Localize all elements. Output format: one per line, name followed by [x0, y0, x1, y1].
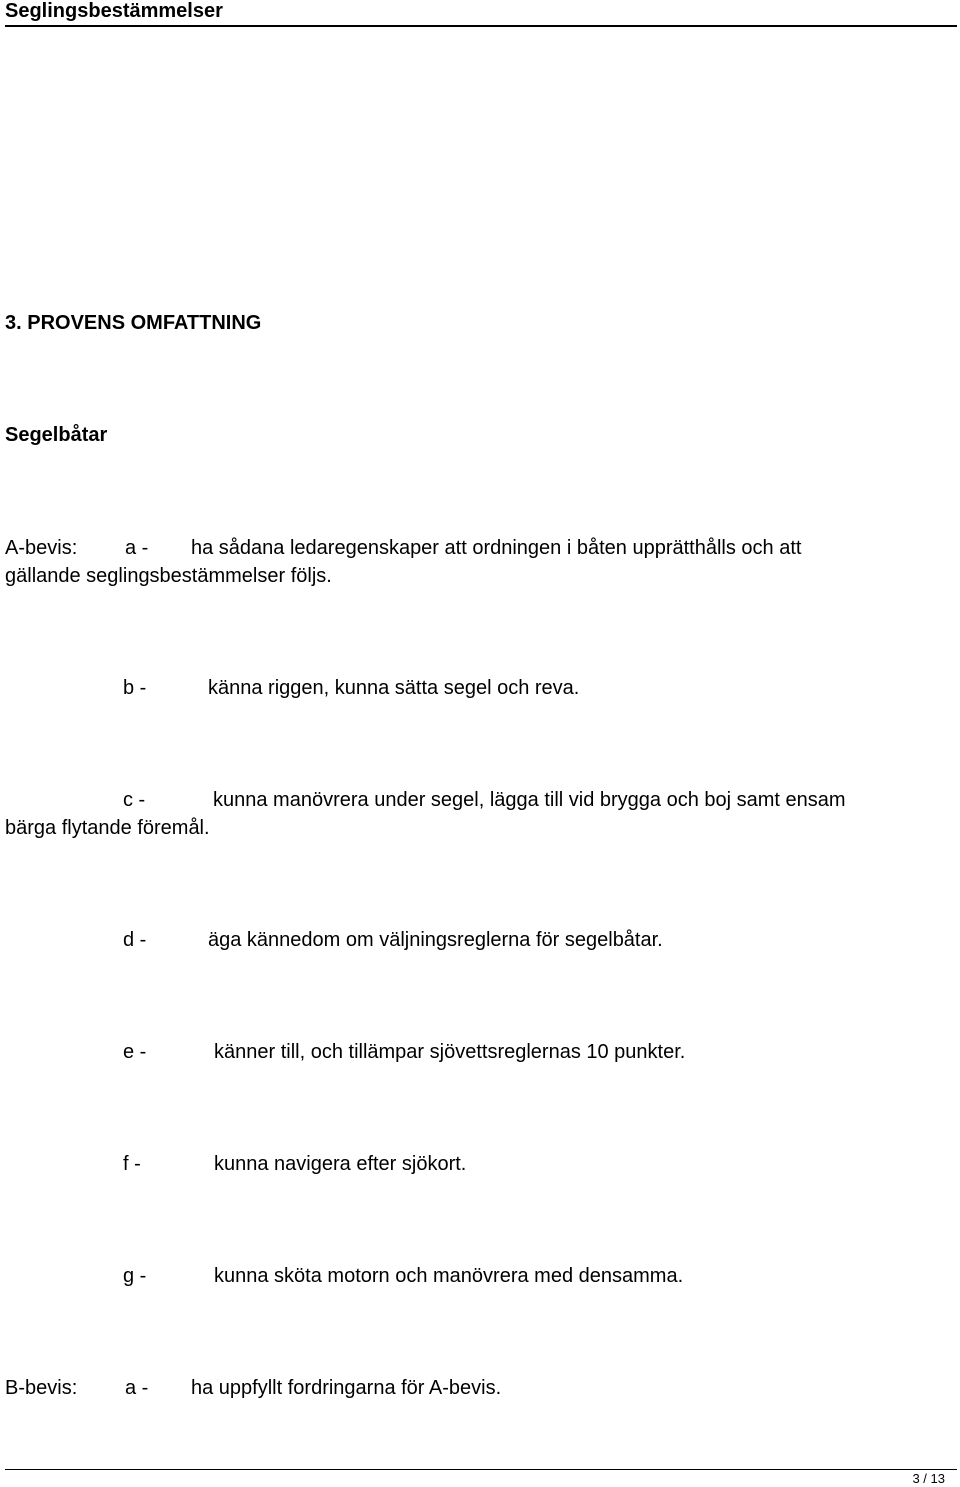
section-heading: 3. PROVENS OMFATTNING	[5, 312, 262, 334]
a-bevis-item-g-letter: g -	[123, 1265, 147, 1287]
b-bevis-label: B-bevis:	[5, 1377, 78, 1399]
a-bevis-item-b-letter: b -	[123, 677, 147, 699]
a-bevis-item-e-text: känner till, och tillämpar sjövettsreglernas 10 punkter.	[214, 1041, 686, 1063]
page-number: 3 / 13	[912, 1471, 945, 1486]
a-bevis-item-c-letter: c -	[123, 789, 146, 811]
a-bevis-item-c-continuation: bärga flytande föremål.	[5, 817, 210, 839]
b-bevis-item-a-letter: a -	[125, 1377, 149, 1399]
a-bevis-item-d-letter: d -	[123, 929, 147, 951]
a-bevis-item-g-text: kunna sköta motorn och manövrera med densamma.	[214, 1265, 684, 1287]
a-bevis-item-e-letter: e -	[123, 1041, 147, 1063]
running-header-title: Seglingsbestämmelser	[5, 0, 223, 22]
a-bevis-item-f-letter: f -	[123, 1153, 141, 1175]
header-divider	[5, 25, 957, 27]
a-bevis-item-d-text: äga kännedom om väljningsreglerna för segelbåtar.	[208, 929, 663, 951]
b-bevis-item-a-text: ha uppfyllt fordringarna för A-bevis.	[191, 1377, 502, 1399]
a-bevis-item-b-text: känna riggen, kunna sätta segel och reva.	[208, 677, 580, 699]
section-subheading: Segelbåtar	[5, 424, 108, 446]
a-bevis-item-c-text: kunna manövrera under segel, lägga till vid brygga och boj samt ensam	[213, 789, 846, 811]
a-bevis-item-a-continuation: gällande seglingsbestämmelser följs.	[5, 565, 332, 587]
a-bevis-label: A-bevis:	[5, 537, 78, 559]
a-bevis-item-f-text: kunna navigera efter sjökort.	[214, 1153, 467, 1175]
footer-divider	[5, 1469, 957, 1470]
a-bevis-item-a-text: ha sådana ledaregenskaper att ordningen i båten upprätthålls och att	[191, 537, 802, 559]
a-bevis-item-a-letter: a -	[125, 537, 149, 559]
